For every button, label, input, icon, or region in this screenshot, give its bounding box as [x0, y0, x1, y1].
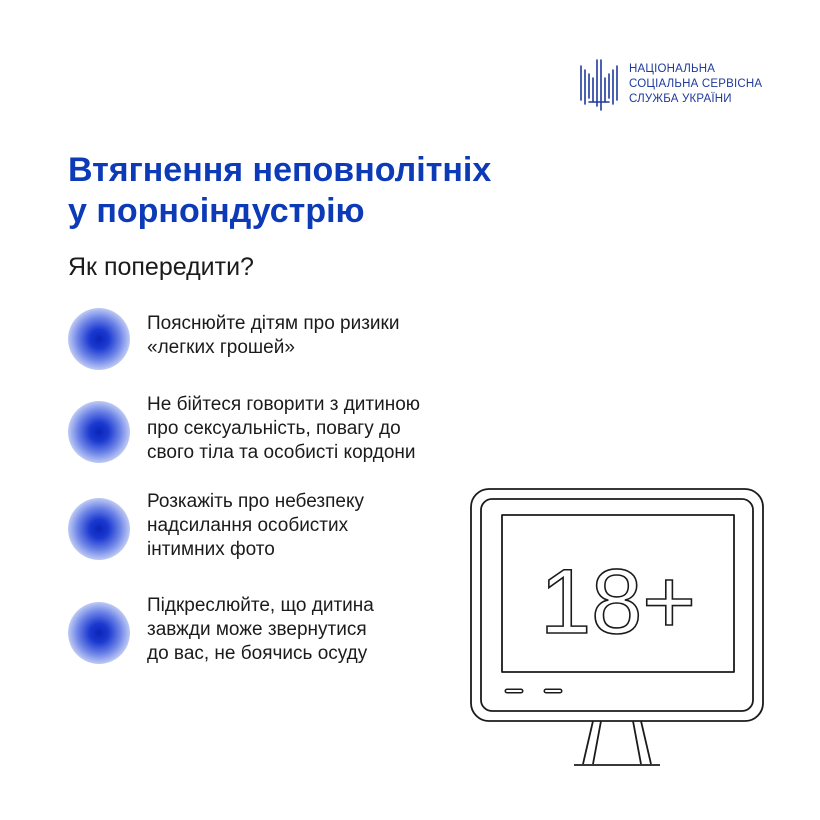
tip-text: Розкажіть про небезпеку надсилання особистих інтимних фото [147, 491, 364, 560]
list-item [68, 312, 527, 370]
gradient-dot-icon [68, 401, 130, 463]
gradient-dot-icon [68, 308, 130, 370]
list-item [68, 393, 527, 465]
title-line: Втягнення неповнолітніх [68, 151, 492, 189]
monitor-icon [468, 486, 766, 770]
page-title [68, 150, 628, 232]
logo-wordmark [629, 62, 762, 107]
logo-line: СЛУЖБА УКРАЇНИ [629, 92, 732, 105]
monitor-screen-text: 18+ [539, 551, 697, 653]
gradient-dot-icon [68, 602, 130, 664]
logo-line: СОЦІАЛЬНА СЕРВІСНА [629, 77, 763, 90]
title-line: у порноіндустрію [68, 192, 365, 230]
list-item [68, 594, 527, 666]
tip-text: Пояснюйте дітям про ризики «легких грошей» [147, 313, 400, 358]
list-item [68, 490, 527, 562]
gradient-dot-icon [68, 498, 130, 560]
tip-text: Підкреслюйте, що дитина завжди може звернутися до вас, не боячись осуду [147, 595, 374, 664]
ministry-logo [577, 52, 762, 116]
tip-text: Не бійтеся говорити з дитиною про сексуальність, повагу до свого тіла та особисті кордони [147, 394, 421, 463]
trident-logo-icon [577, 52, 621, 116]
subtitle: Як попередити? [68, 253, 254, 281]
logo-line: НАЦІОНАЛЬНА [629, 62, 716, 75]
